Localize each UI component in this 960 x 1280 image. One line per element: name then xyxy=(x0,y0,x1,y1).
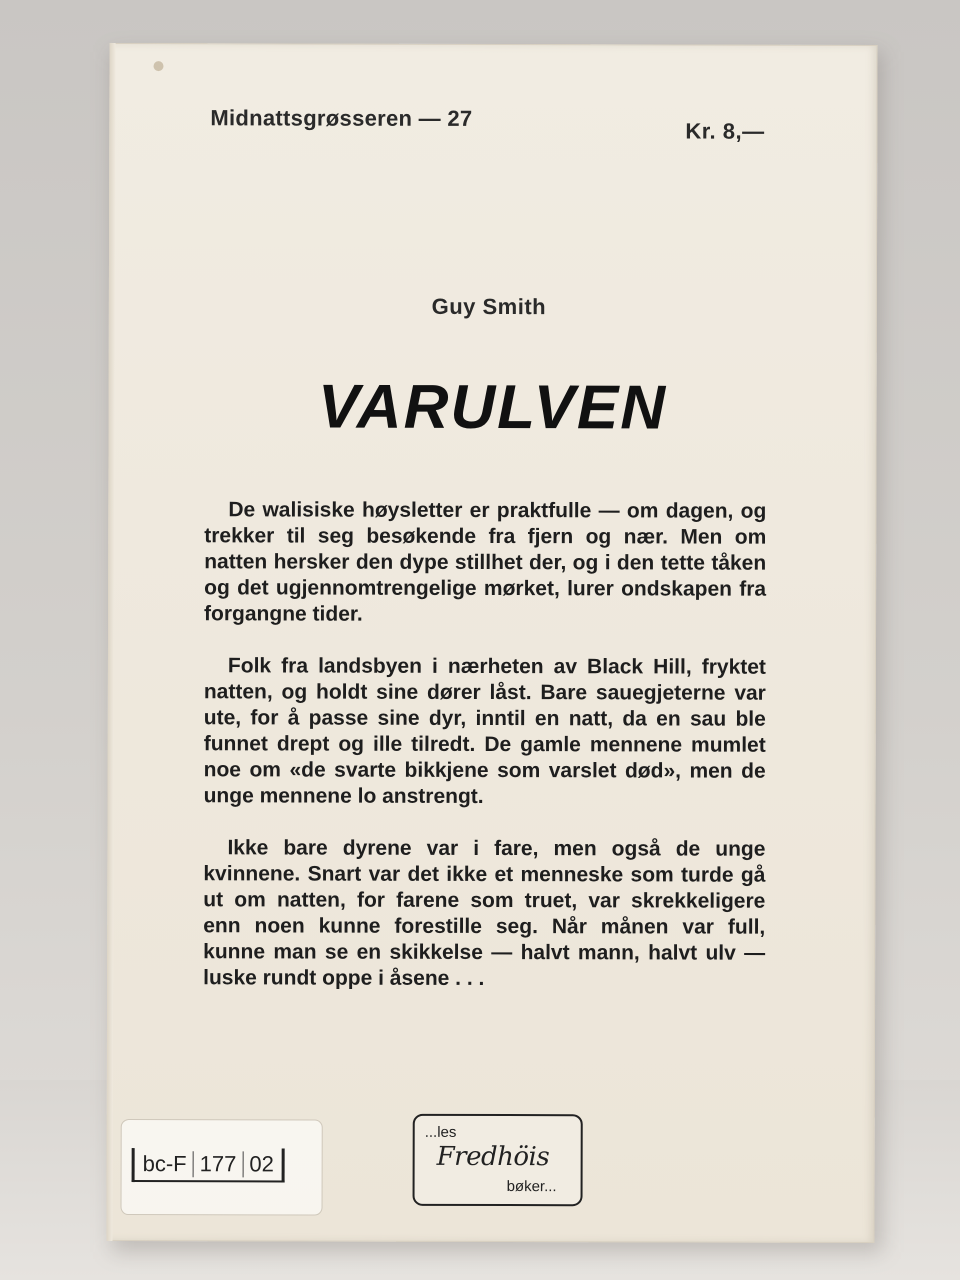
logo-top-text: ...les xyxy=(424,1123,457,1141)
library-sticker xyxy=(121,1119,323,1216)
cover-edge xyxy=(106,43,115,1241)
catalog-code-part: 177 xyxy=(193,1151,243,1177)
publisher-logo xyxy=(413,1114,583,1206)
blurb-paragraph: De walisiske høysletter er praktfulle — om dagen, og trekker til seg besøkende fra fjern og nær. Men om natten hersker den dype stillhet der, og i den tette tåken og det ugjennomtrengelige mørket, lurer ondskapen fra forgangne tider. xyxy=(204,498,767,626)
blurb-text xyxy=(203,497,766,1018)
cover-stain xyxy=(153,61,163,71)
author-name: Guy Smith xyxy=(431,293,547,320)
book-back-cover xyxy=(106,43,877,1243)
logo-bottom-text: bøker... xyxy=(506,1178,557,1196)
catalog-code-part: bc-F xyxy=(142,1151,187,1177)
series-label: Midnattsgrøsseren — 27 xyxy=(210,105,473,131)
catalog-code xyxy=(132,1148,285,1182)
logo-publisher-name: Fredhöis xyxy=(436,1141,550,1173)
book-title: VARULVEN xyxy=(318,372,668,443)
price-label: Kr. 8,— xyxy=(685,118,765,144)
blurb-paragraph: Folk fra landsbyen i nærheten av Black Hill, fryktet natten, og holdt sine dører låst. Bare sauegjeterne var ute, for å passe sine dyr, inntil en natt, da en sau ble funnet drept og ille tilredt. De gamle mennene mumlet noe om «de svarte bikkjene som varslet død», men de unge mennene lo anstrengt. xyxy=(203,654,766,808)
catalog-code-part: 02 xyxy=(242,1151,280,1177)
blurb-paragraph: Ikke bare dyrene var i fare, men også de unge kvinnene. Snart var det ikke et menneske som turde gå ut om natten, for farene som truet, var skrekkeligere enn noen kunne forestille seg. Når månen var full, kunne man se en skikkelse — halvt mann, halvt ulv — luske rundt oppe i åsene . . . xyxy=(203,836,766,990)
